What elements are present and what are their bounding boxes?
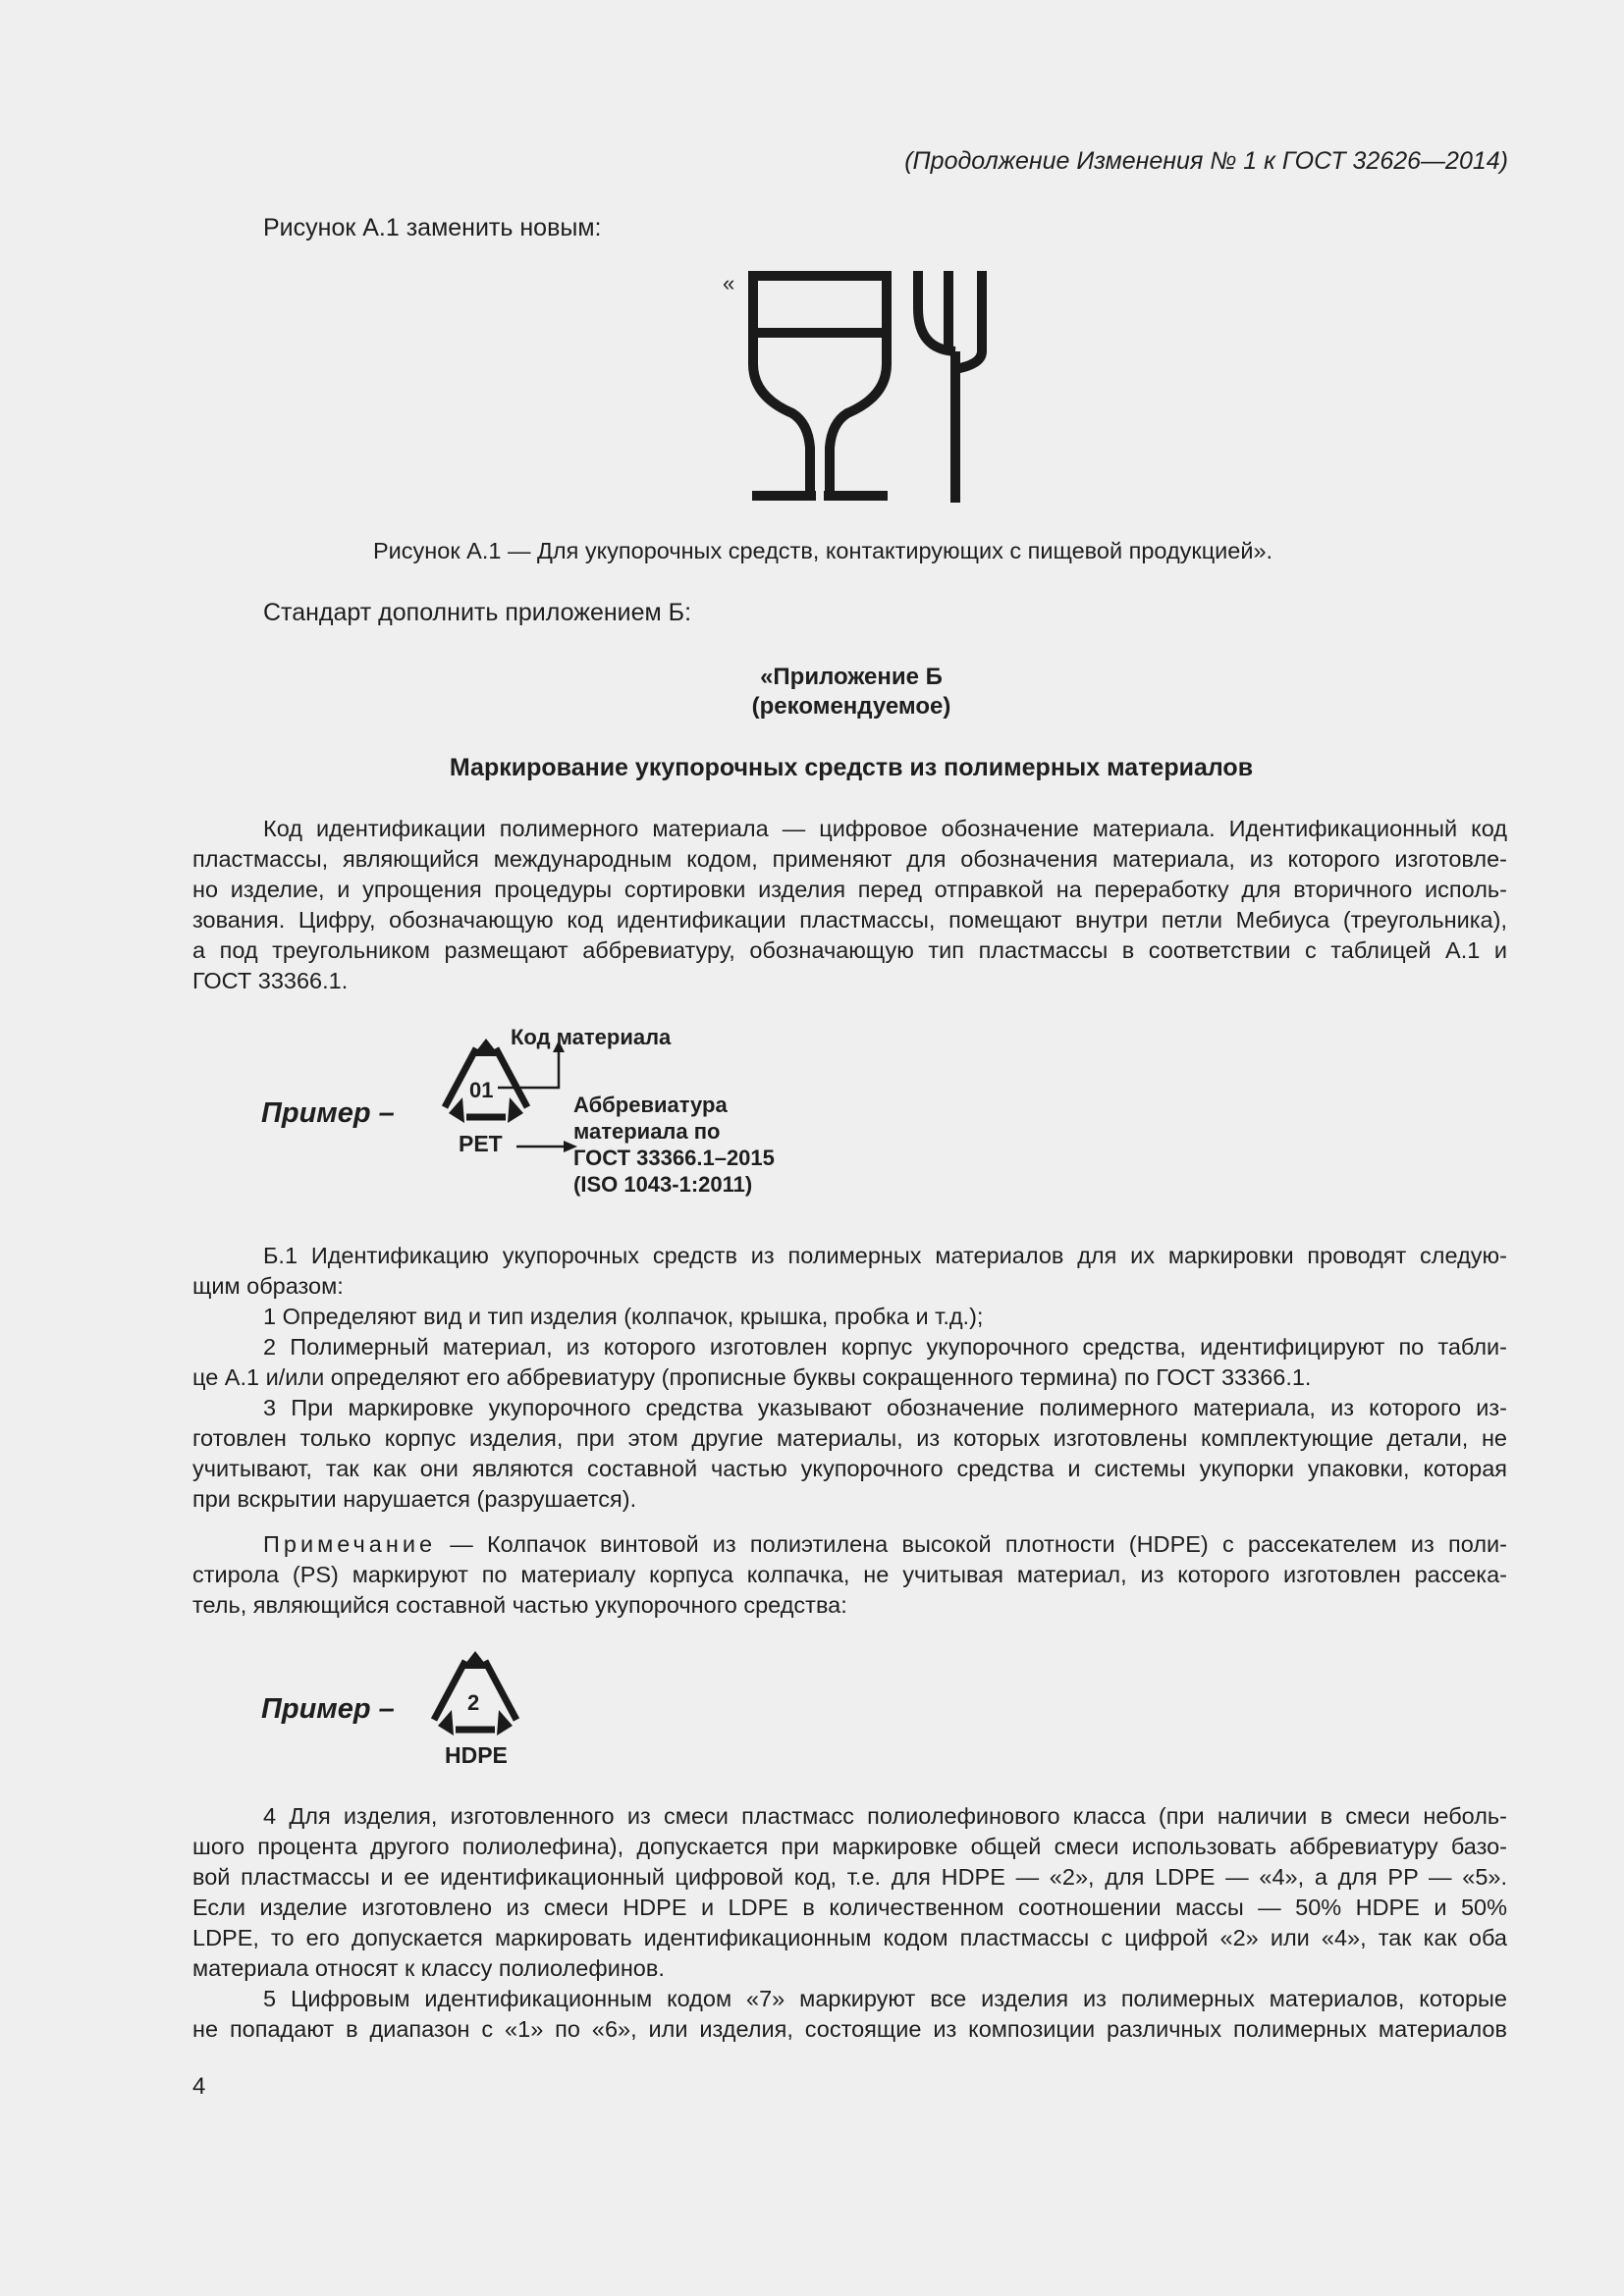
material-code: 01 bbox=[469, 1078, 494, 1102]
appendix-subtitle: (рекомендуемое) bbox=[751, 693, 951, 720]
figure-caption: Рисунок А.1 — Для укупорочных средств, контактирующих с пищевой продукцией». bbox=[373, 538, 1273, 563]
item-4: 4 Для изделия, изготовленного из смеси пластмасс полиолефинового класса (при наличии в смеси неболь- шого процента другого полиолефина), допускается при маркировке общей смеси использовать аббревиатуру базо- вой пластмассы и ее идентификационный цифровой код, т.е. для HDPE — «2», для LDPE — «4», а для PP — «5». Если изделие изготовлено из смеси HDPE и LDPE в количественном соотношении массы — 50% HDPE и 50% LDPE, то его допускается маркировать идентификационным кодом пластмассы с цифрой «2» или «4», так как оба материала относят к классу полиолефинов. bbox=[192, 1803, 1507, 1981]
abbr-arrow bbox=[516, 1139, 577, 1154]
appendix-intro: Стандарт дополнить приложением Б: bbox=[263, 599, 692, 626]
open-quote: « bbox=[723, 271, 735, 295]
appendix-title: «Приложение Б bbox=[760, 664, 943, 690]
material-code-2: 2 bbox=[467, 1690, 480, 1715]
note-label: Примечание bbox=[263, 1531, 437, 1557]
item-2: 2 Полимерный материал, из которого изготовлен корпус укупорочного средства, идентифицируют по табли- це А.1 и/или определяют его аббревиатуру (прописные буквы сокращенного термина) по ГОСТ 33366.1. bbox=[192, 1334, 1507, 1390]
glass-fork-icon bbox=[741, 271, 987, 503]
example-2-label: Пример – bbox=[261, 1693, 395, 1725]
code-caption: Код материала bbox=[511, 1025, 672, 1049]
item-5: 5 Цифровым идентификационным кодом «7» маркируют все изделия из полимерных материалов, которые не попадают в диапазон с «1» по «6», или изделия, состоящие из композиции различных полимерных материалов bbox=[192, 1986, 1507, 2042]
figure-intro: Рисунок А.1 заменить новым: bbox=[263, 214, 602, 241]
page-number: 4 bbox=[192, 2073, 206, 2100]
material-abbr: PET bbox=[459, 1131, 503, 1156]
note: Примечание — Колпачок винтовой из полиэтилена высокой плотности (HDPE) с рассекателем из поли- стирола (PS) маркируют по материалу корпуса колпачка, не учитывая материал, из которого изготовлен рассека- тель, являющийся составной частью укупорочного средства: bbox=[192, 1531, 1507, 1618]
intro-paragraph: Код идентификации полимерного материала — цифровое обозначение материала. Идентификационный код пластмассы, являющийся международным кодом, применяют для обозначения материала, из которого изготовле- но изделие, и упрощения процедуры сортировки изделия перед отправкой на переработку для вторичного исполь- зования. Цифру, обозначающую код идентификации пластмассы, помещают внутри петли Мебиуса (треугольника), а под треугольником размещают аббревиатуру, обозначающую тип пластмассы в соответствии с таблицей А.1 и ГОСТ 33366.1. bbox=[192, 816, 1507, 993]
abbr-caption: Аббревиатура материала по ГОСТ 33366.1–2015 (ISO 1043-1:2011) bbox=[573, 1093, 775, 1197]
appendix-heading: Маркирование укупорочных средств из полимерных материалов bbox=[449, 754, 1254, 781]
item-3: 3 При маркировке укупорочного средства указывают обозначение полимерного материала, из которого из- готовлен только корпус изделия, при этом другие материалы, из которых изготовлены комплектующие детали, не учитывают, так как они являются составной частью укупорочного средства и системы укупорки упаковки, которая при вскрытии нарушается (разрушается). bbox=[192, 1395, 1507, 1512]
item-1: 1 Определяют вид и тип изделия (колпачок, крышка, пробка и т.д.); bbox=[263, 1304, 984, 1329]
b1-paragraph: Б.1 Идентификацию укупорочных средств из полимерных материалов для их маркировки проводят следую- щим образом: bbox=[192, 1243, 1507, 1299]
example-label: Пример – bbox=[261, 1097, 395, 1129]
material-abbr-2: HDPE bbox=[445, 1742, 508, 1768]
continuation-header: (Продолжение Изменения № 1 к ГОСТ 32626—2014) bbox=[904, 147, 1508, 175]
